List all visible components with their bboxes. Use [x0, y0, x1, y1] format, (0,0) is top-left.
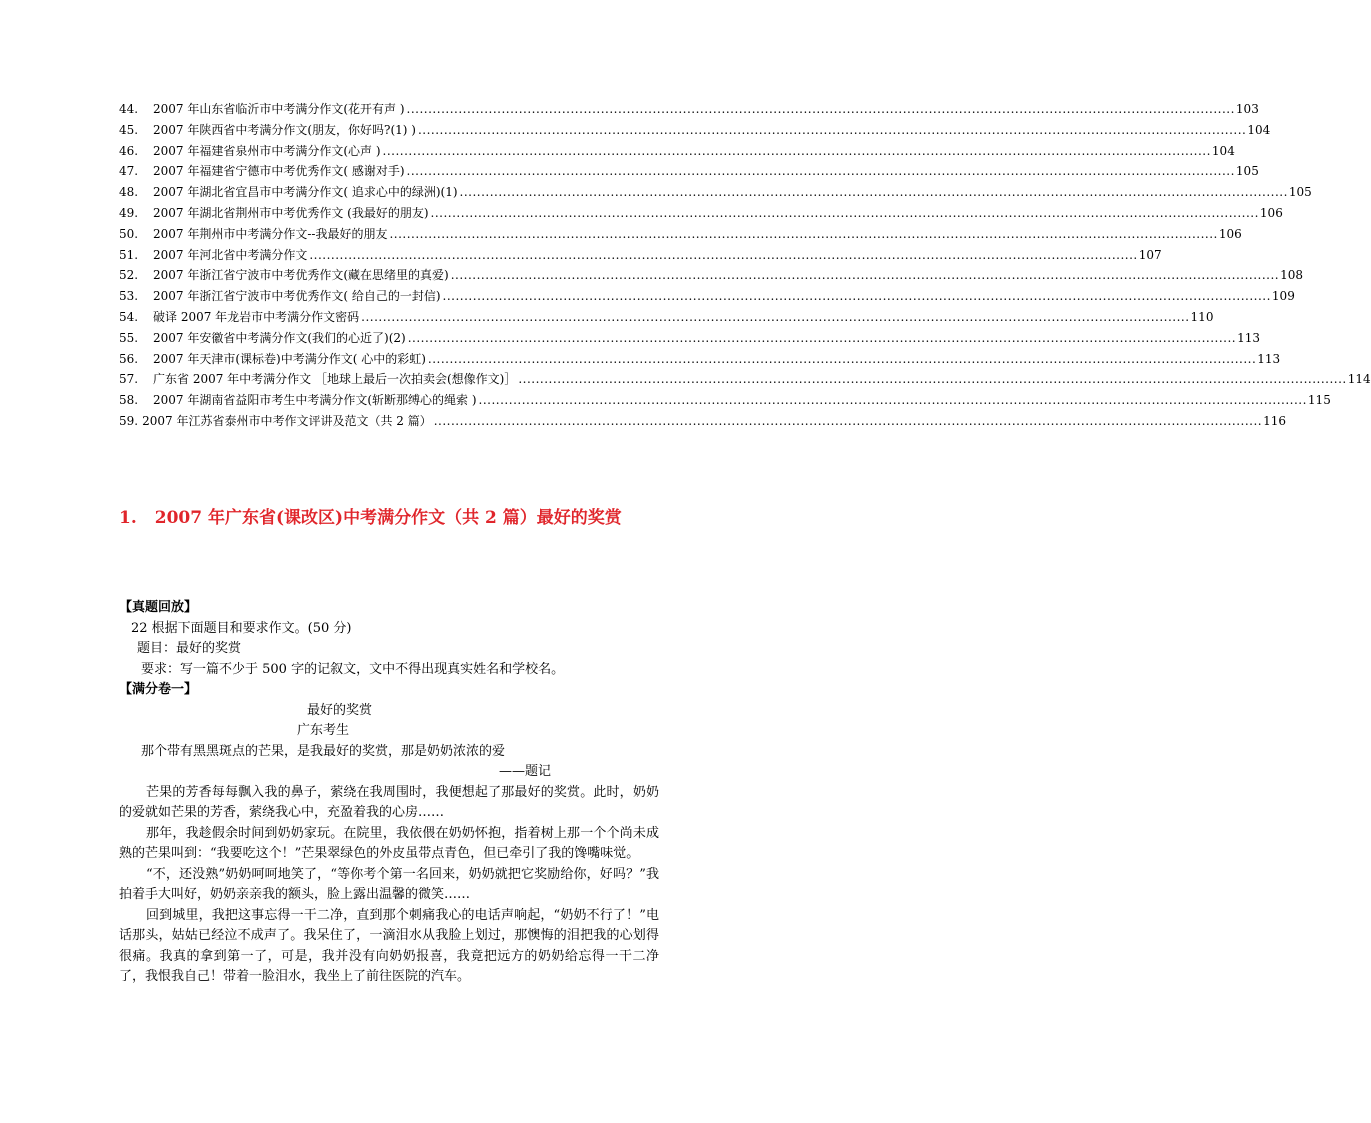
toc-entry-title: 2007 年荆州市中考满分作文--我最好的朋友 [153, 226, 388, 241]
article-body [119, 598, 659, 988]
toc-entry-number: 52. [119, 268, 139, 283]
toc-entry-number: 50. [119, 226, 139, 241]
toc-entry-number: 56. [119, 351, 139, 366]
toc-entry-title: 破译 2007 年龙岩市中考满分作文密码 [153, 309, 360, 324]
toc-entry-page: 114 [1347, 372, 1371, 387]
toc-entry-number: 58. [119, 393, 139, 408]
toc-entry-title: 广东省 2007 年中考满分作文 ［地球上最后一次拍卖会(想像作文)］ [153, 372, 517, 387]
toc-entry-title: 2007 年湖北省荆州市中考优秀作文 (我最好的朋友) [153, 205, 429, 220]
toc-dot-leader [381, 141, 1211, 162]
section-heading-text: 2007 年广东省(课改区)中考满分作文（共 2 篇）最好的奖赏 [154, 508, 622, 528]
toc-entry-page: 106 [1218, 226, 1242, 241]
toc-entry-title: 2007 年湖北省宜昌市中考满分作文( 追求心中的绿洲)(1) [153, 185, 458, 200]
question-requirement-line: 要求：写一篇不少于 500 字的记叙文，文中不得出现真实姓名和学校名。 [141, 661, 565, 677]
toc-entry-page: 105 [1235, 164, 1259, 179]
essay-title: 最好的奖赏 [307, 702, 373, 718]
toc-dot-leader [359, 307, 1189, 328]
toc-entry-page: 110 [1190, 309, 1214, 324]
essay-author: 广东考生 [297, 723, 350, 738]
toc-entry[interactable] [119, 369, 1371, 390]
toc-entry[interactable] [119, 307, 1214, 328]
toc-entry-title: 2007 年河北省中考满分作文 [153, 247, 308, 262]
toc-entry-page: 106 [1259, 205, 1283, 220]
toc-entry-title: 2007 年湖南省益阳市考生中考满分作文(斩断那缚心的绳索 ) [153, 393, 477, 408]
toc-entry-title: 2007 年福建省宁德市中考优秀作文( 感谢对手) [153, 164, 405, 179]
toc-entry-number: 49. [119, 205, 139, 220]
toc-entry-number: 45. [119, 122, 139, 137]
toc-entry-number: 59. [119, 413, 139, 428]
toc-entry-title: 2007 年安徽省中考满分作文(我们的心近了)(2) [153, 330, 406, 345]
toc-dot-leader [406, 328, 1236, 349]
toc-entry-page: 107 [1138, 247, 1162, 262]
toc-entry-number: 44. [119, 102, 139, 116]
toc-dot-leader [516, 369, 1346, 390]
toc-entry-title: 2007 年江苏省泰州市中考作文评讲及范文（共 2 篇） [142, 413, 432, 428]
toc-entry-page: 115 [1307, 393, 1331, 408]
toc-entry[interactable] [119, 120, 1271, 141]
toc-dot-leader [477, 390, 1307, 411]
toc-entry-title: 2007 年天津市(课标卷)中考满分作文( 心中的彩虹) [153, 351, 426, 366]
toc-entry[interactable] [119, 245, 1162, 266]
toc-dot-leader [387, 224, 1217, 245]
table-of-contents [119, 99, 1371, 432]
toc-entry-page: 104 [1247, 122, 1271, 137]
question-topic-line: 题目：最好的奖赏 [137, 641, 242, 656]
toc-entry[interactable] [119, 411, 1286, 432]
toc-dot-leader [432, 411, 1262, 432]
toc-entry-page: 113 [1237, 330, 1260, 345]
epigraph-signature: ——题记 [499, 764, 552, 779]
toc-dot-leader [405, 99, 1235, 120]
toc-entry-title: 2007 年浙江省宁波市中考优秀作文(藏在思绪里的真爱) [153, 268, 449, 283]
section-label-full-score: 【满分卷一】 [119, 682, 198, 697]
toc-entry-number: 53. [119, 289, 139, 304]
essay-paragraph: 回到城里，我把这事忘得一干二净，直到那个刺痛我心的电话声响起，“奶奶不行了！”电话那头，姑姑已经泣不成声了。我呆住了，一滴泪水从我脸上划过，那懊悔的泪把我的心划得很痛。我真的拿到第一了，可是，我并没有向奶奶报喜，我竟把远方的奶奶给忘得一干二净了，我恨我自己！带着一脸泪水，我坐上了前往医院的汽车。 [119, 907, 659, 984]
toc-entry-title: 2007 年山东省临沂市中考满分作文(花开有声 ) [153, 102, 405, 116]
toc-dot-leader [441, 286, 1271, 307]
essay-epigraph: 那个带有黑黑斑点的芒果，是我最好的奖赏，那是奶奶浓浓的爱 [141, 743, 506, 759]
toc-entry-number: 51. [119, 247, 139, 262]
toc-entry[interactable] [119, 99, 1259, 120]
toc-entry[interactable] [119, 390, 1331, 411]
toc-entry-page: 108 [1280, 268, 1303, 283]
section-heading-number: 1. [119, 508, 137, 528]
toc-entry-page: 104 [1211, 143, 1235, 158]
toc-entry-title: 2007 年福建省泉州市中考满分作文(心声 ) [153, 143, 381, 158]
toc-entry-number: 48. [119, 185, 139, 200]
section-label-real-question: 【真题回放】 [119, 600, 198, 615]
toc-entry[interactable] [119, 265, 1303, 286]
toc-entry-number: 54. [119, 309, 139, 324]
essay-paragraph: “不，还没熟”奶奶呵呵地笑了，“等你考个第一名回来，奶奶就把它奖励给你，好吗？”我拍着手大叫好，奶奶亲亲我的额头，脸上露出温馨的微笑…… [119, 866, 659, 902]
toc-entry[interactable] [119, 349, 1281, 370]
toc-dot-leader [429, 203, 1259, 224]
toc-entry[interactable] [119, 224, 1242, 245]
toc-dot-leader [416, 120, 1246, 141]
toc-entry-number: 55. [119, 330, 139, 345]
toc-entry-page: 116 [1263, 413, 1286, 428]
toc-entry-page: 105 [1288, 185, 1312, 200]
essay-paragraph: 那年，我趁假余时间到奶奶家玩。在院里，我依偎在奶奶怀抱，指着树上那一个个尚未成熟的芒果叫到：“我要吃这个！”芒果翠绿色的外皮虽带点青色，但已牵引了我的馋嘴味觉。 [119, 825, 659, 861]
toc-entry-page: 109 [1271, 289, 1295, 304]
toc-dot-leader [426, 349, 1256, 370]
toc-dot-leader [307, 245, 1137, 266]
toc-entry[interactable] [119, 161, 1259, 182]
toc-entry[interactable] [119, 328, 1260, 349]
toc-dot-leader [449, 265, 1279, 286]
toc-entry[interactable] [119, 203, 1283, 224]
section-heading [119, 503, 622, 528]
toc-entry[interactable] [119, 141, 1235, 162]
toc-entry-page: 113 [1257, 351, 1281, 366]
toc-entry-number: 46. [119, 143, 139, 158]
essay-paragraph: 芒果的芳香每每飘入我的鼻子，萦绕在我周围时，我便想起了那最好的奖赏。此时，奶奶的爱就如芒果的芳香，萦绕我心中，充盈着我的心房…… [119, 784, 659, 820]
toc-entry[interactable] [119, 286, 1295, 307]
toc-dot-leader [405, 161, 1235, 182]
toc-entry[interactable] [119, 182, 1312, 203]
question-line: 22 根据下面题目和要求作文。(50 分) [131, 620, 352, 636]
toc-entry-title: 2007 年浙江省宁波市中考优秀作文( 给自己的一封信) [153, 289, 441, 304]
toc-entry-number: 47. [119, 164, 139, 179]
toc-entry-number: 57. [119, 372, 139, 387]
toc-entry-page: 103 [1235, 102, 1259, 116]
toc-dot-leader [458, 182, 1288, 203]
toc-entry-title: 2007 年陕西省中考满分作文(朋友，你好吗?(1) ) [153, 122, 416, 137]
